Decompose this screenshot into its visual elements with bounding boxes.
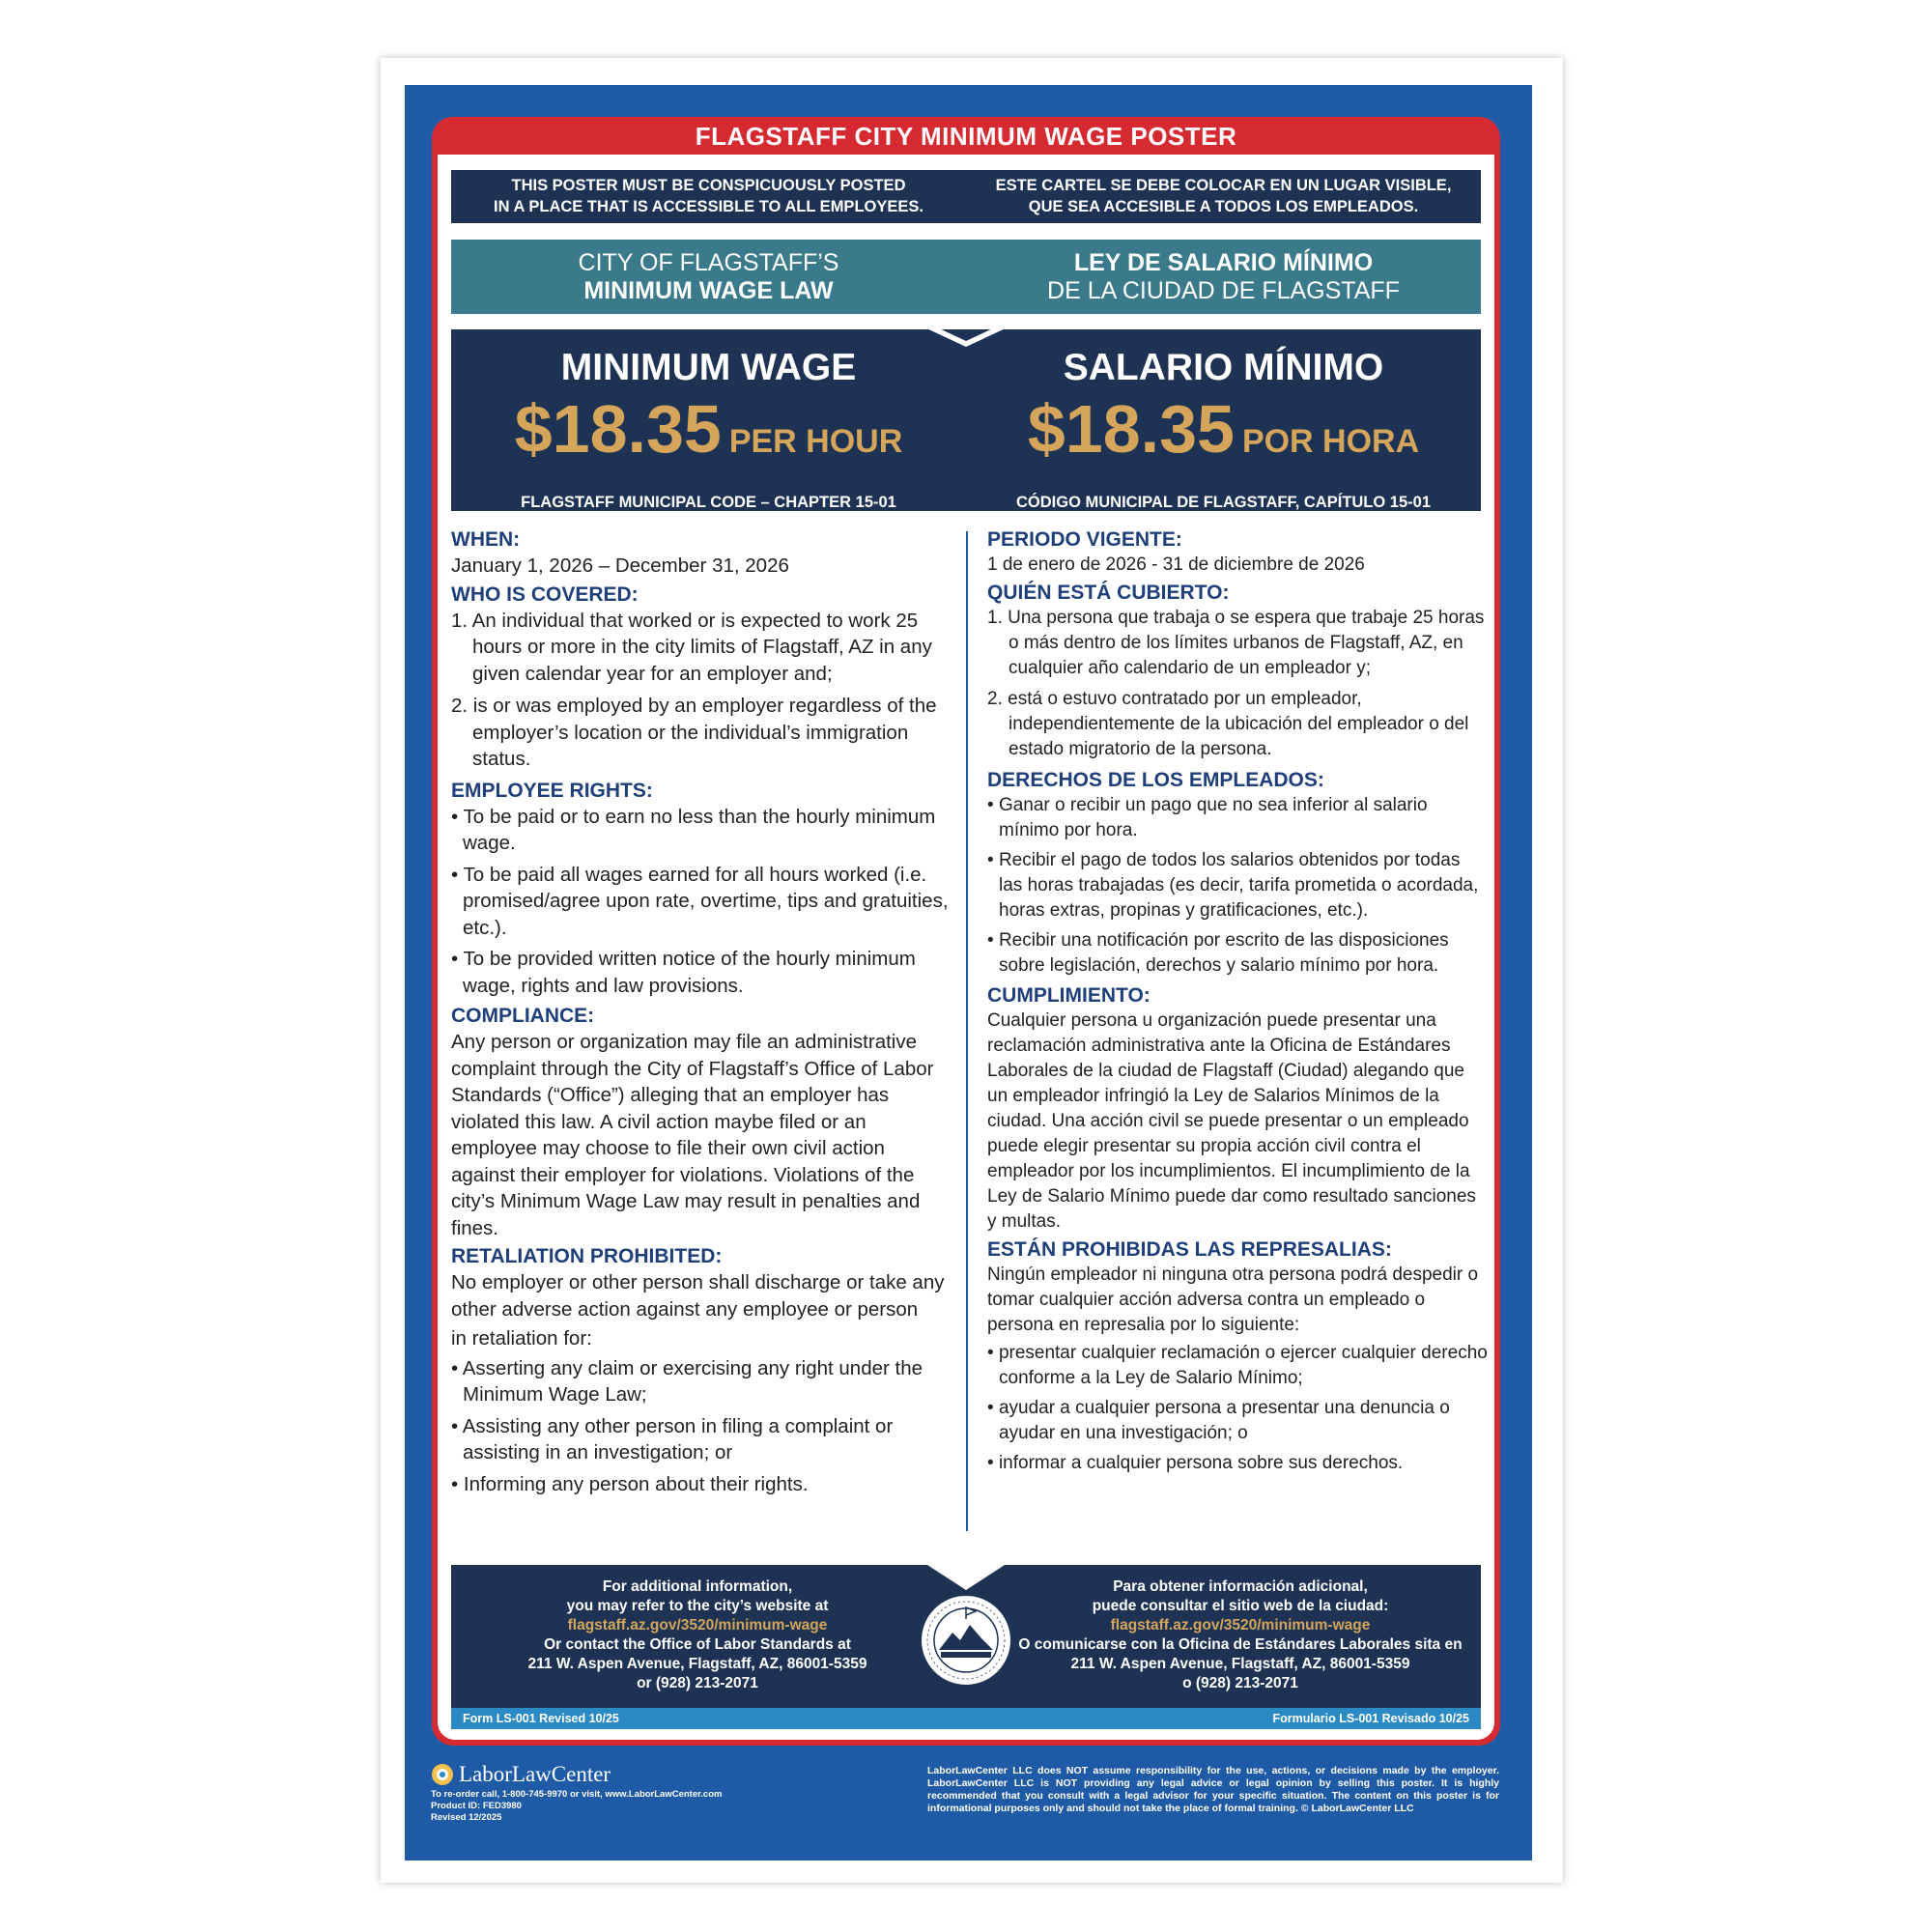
law-es-line-1: LEY DE SALARIO MÍNIMO xyxy=(1073,249,1374,276)
list-item: • Ganar o recibir un pago que no sea inferior al salario mínimo por hora. xyxy=(987,793,1488,843)
logo-mark-icon xyxy=(431,1763,454,1786)
retaliation-list xyxy=(451,1355,950,1498)
wage-amount-es: $18.35 xyxy=(1027,391,1235,467)
list-item: • To be provided written notice of the hourly minimum wage, rights and law provisions. xyxy=(451,946,950,999)
wage-es xyxy=(966,329,1481,511)
retaliation-list-es xyxy=(987,1341,1488,1476)
wage-unit-es: POR HORA xyxy=(1241,423,1420,460)
list-item: • ayudar a cualquier persona a presentar una denuncia o ayudar en una investigación; o xyxy=(987,1396,1488,1446)
compliance-heading: COMPLIANCE: xyxy=(451,1005,595,1027)
minimum-wage-box xyxy=(451,329,1481,511)
wage-code-en: FLAGSTAFF MUNICIPAL CODE – CHAPTER 15-01 xyxy=(521,494,896,511)
list-item: • Informing any person about their rights. xyxy=(451,1471,950,1498)
form-number-en: Form LS-001 Revised 10/25 xyxy=(463,1712,619,1725)
rights-heading: EMPLOYEE RIGHTS: xyxy=(451,779,653,802)
info-en-line: Or contact the Office of Labor Standards at xyxy=(544,1636,851,1653)
list-item: • Asserting any claim or exercising any right under the Minimum Wage Law; xyxy=(451,1355,950,1408)
posting-notice-bar xyxy=(451,170,1481,223)
legal-disclaimer: LaborLawCenter LLC does NOT assume responsibility for the use, actions, or decisions made by the employer. LaborLawCenter LLC is NOT providing any legal advice or legal opinion by selling this poster. It is highly recommended that you consult with a legal advisor for your specific situation. The content on this poster is for informational purposes only and should not take the place of formal training. © LaborLawCenter LLC xyxy=(927,1765,1499,1814)
wage-amount-row-en xyxy=(451,391,966,482)
notice-en-line-1: THIS POSTER MUST BE CONSPICUOUSLY POSTED xyxy=(511,177,906,194)
compliance-heading-es: CUMPLIMIENTO: xyxy=(987,984,1151,1007)
law-title-bar xyxy=(451,240,1481,314)
wage-code-es: CÓDIGO MUNICIPAL DE FLAGSTAFF, CAPÍTULO 15-01 xyxy=(1015,494,1432,511)
info-es-phone: o (928) 213-2071 xyxy=(1182,1675,1298,1691)
retaliation-text-es: Ningún empleador ni ninguna otra persona podrá despedir o tomar cualquier acción adversa contra un empleado o persona en represalia por lo siguiente: xyxy=(987,1264,1479,1335)
website-link-es[interactable]: flagstaff.az.gov/3520/minimum-wage xyxy=(1110,1617,1371,1634)
info-en-line: For additional information, xyxy=(602,1578,793,1595)
retaliation-text-2: in retaliation for: xyxy=(451,1327,592,1350)
notice-en-line-2: IN A PLACE THAT IS ACCESSIBLE TO ALL EMPLOYEES. xyxy=(494,198,923,215)
list-item: 2. is or was employed by an employer regardless of the employer’s location or the individual’s immigration status. xyxy=(451,695,937,770)
when-heading: WHEN: xyxy=(451,528,521,551)
website-link[interactable]: flagstaff.az.gov/3520/minimum-wage xyxy=(567,1617,828,1634)
list-item: 1. An individual that worked or is expected to work 25 hours or more in the city limits of Flagstaff, AZ in any given calendar year for an employer and; xyxy=(451,609,932,685)
info-es-line: Para obtener información adicional, xyxy=(1113,1578,1368,1595)
info-es-line: puede consultar el sitio web de la ciudad: xyxy=(1092,1598,1389,1614)
chevron-divider-icon xyxy=(451,314,1481,353)
notice-es-line-2: QUE SEA ACCESIBLE A TODOS LOS EMPLEADOS. xyxy=(1028,198,1419,215)
info-es-line: O comunicarse con la Oficina de Estándares Laborales sita en xyxy=(1018,1636,1463,1653)
reorder-line: To re-order call, 1-800-745-9970 or visit, www.LaborLawCenter.com xyxy=(431,1789,723,1800)
when-text: January 1, 2026 – December 31, 2026 xyxy=(451,554,789,577)
list-item: • To be paid or to earn no less than the hourly minimum wage. xyxy=(451,804,950,857)
law-es-line-2: DE LA CIUDAD DE FLAGSTAFF xyxy=(1047,277,1400,304)
english-column xyxy=(451,527,950,1502)
covered-list-es xyxy=(987,606,1488,762)
spanish-column xyxy=(987,527,1488,1481)
law-en-line-2: MINIMUM WAGE LAW xyxy=(583,277,834,304)
compliance-text: Any person or organization may file an administrative complaint through the City of Flagstaff’s Office of Labor Standards (“Office”) alleging that an employer has violated this law. A civil action maybe filed or an employee may choose to file their own civil action against their employer for violations. Violations of the city’s Minimum Wage Law may result in penalties and fines. xyxy=(451,1031,934,1239)
law-title-en xyxy=(451,240,966,314)
list-item: • informar a cualquier persona sobre sus derechos. xyxy=(987,1451,1488,1476)
covered-list xyxy=(451,608,950,773)
laborlawcenter-logo xyxy=(431,1762,611,1787)
wage-unit-en: PER HOUR xyxy=(728,423,903,460)
info-en-line: you may refer to the city’s website at xyxy=(566,1598,829,1614)
list-item: 1. Una persona que trabaja o se espera que trabaje 25 horas o más dentro de los límites urbanos de Flagstaff, AZ, en cualquier año calendario de un empleador y; xyxy=(987,608,1485,678)
product-id: Product ID: FED3980 xyxy=(431,1801,522,1811)
wage-amount-en: $18.35 xyxy=(514,391,722,467)
rights-list xyxy=(451,804,950,1000)
posting-notice-es xyxy=(966,170,1481,223)
retaliation-heading-es: ESTÁN PROHIBIDAS LAS REPRESALIAS: xyxy=(987,1238,1392,1261)
wage-title-es: SALARIO MÍNIMO xyxy=(1063,347,1384,388)
notice-es-line-1: ESTE CARTEL SE DEBE COLOCAR EN UN LUGAR VISIBLE, xyxy=(995,177,1452,194)
info-en-phone: or (928) 213-2071 xyxy=(637,1675,758,1691)
city-seal-icon xyxy=(918,1592,1014,1689)
list-item: • Recibir el pago de todos los salarios obtenidos por todas las horas trabajadas (es decir, tarifa prometida o acordada, horas extras, propinas y gratificaciones, etc.). xyxy=(987,848,1488,923)
wage-amount-row-es xyxy=(966,391,1481,482)
form-number-es: Formulario LS-001 Revisado 10/25 xyxy=(1272,1712,1469,1725)
form-number-bar xyxy=(451,1708,1481,1729)
list-item: 2. está o estuvo contratado por un empleador, independientemente de la ubicación del empleador o del estado migratorio de la persona. xyxy=(987,689,1469,759)
contact-info-es xyxy=(1018,1577,1463,1693)
retaliation-text: No employer or other person shall discharge or take any other adverse action against any employee or person xyxy=(451,1271,945,1321)
poster-title: FLAGSTAFF CITY MINIMUM WAGE POSTER xyxy=(695,122,1237,151)
list-item: • Assisting any other person in filing a complaint or assisting in an investigation; or xyxy=(451,1413,950,1466)
covered-heading-es: QUIÉN ESTÁ CUBIERTO: xyxy=(987,582,1230,604)
logo-text: LaborLawCenter xyxy=(459,1762,611,1786)
info-es-address: 211 W. Aspen Avenue, Flagstaff, AZ, 86001-5359 xyxy=(1070,1656,1410,1672)
contact-info-en xyxy=(475,1577,920,1693)
list-item: • To be paid all wages earned for all hours worked (i.e. promised/agree upon rate, overtime, tips and gratuities, etc.). xyxy=(451,862,950,942)
when-text-es: 1 de enero de 2026 - 31 de diciembre de 2026 xyxy=(987,554,1365,575)
compliance-text-es: Cualquier persona u organización puede presentar una reclamación administrativa ante la Oficina de Estándares Laborales de la ciudad de Flagstaff (Ciudad) alegando que un empleador infringió la Ley de Salarios Mínimos de la ciudad. Una acción civil se puede presentar o un empleado puede elegir presentar su propia acción civil contra el empleador por los incumplimientos. El incumplimiento de la Ley de Salario Mínimo puede dar como resultado sanciones y multas. xyxy=(987,1010,1476,1232)
wage-en xyxy=(451,329,966,511)
revised-date: Revised 12/2025 xyxy=(431,1812,502,1823)
list-item: • presentar cualquier reclamación o ejercer cualquier derecho conforme a la Ley de Salario Mínimo; xyxy=(987,1341,1488,1391)
list-item: • Recibir una notificación por escrito de las disposiciones sobre legislación, derechos y salario mínimo por hora. xyxy=(987,928,1488,979)
retaliation-heading: RETALIATION PROHIBITED: xyxy=(451,1245,723,1267)
notch-icon xyxy=(927,1565,1005,1594)
wage-title-en: MINIMUM WAGE xyxy=(560,347,857,388)
info-en-address: 211 W. Aspen Avenue, Flagstaff, AZ, 86001-5359 xyxy=(527,1656,867,1672)
posting-notice-en xyxy=(451,170,966,223)
law-en-line-1: CITY OF FLAGSTAFF’S xyxy=(578,249,839,276)
column-divider xyxy=(966,531,968,1531)
covered-heading: WHO IS COVERED: xyxy=(451,582,639,606)
rights-heading-es: DERECHOS DE LOS EMPLEADOS: xyxy=(987,769,1324,791)
rights-list-es xyxy=(987,793,1488,979)
law-title-es xyxy=(966,240,1481,314)
reorder-info xyxy=(431,1789,722,1824)
when-heading-es: PERIODO VIGENTE: xyxy=(987,528,1182,551)
